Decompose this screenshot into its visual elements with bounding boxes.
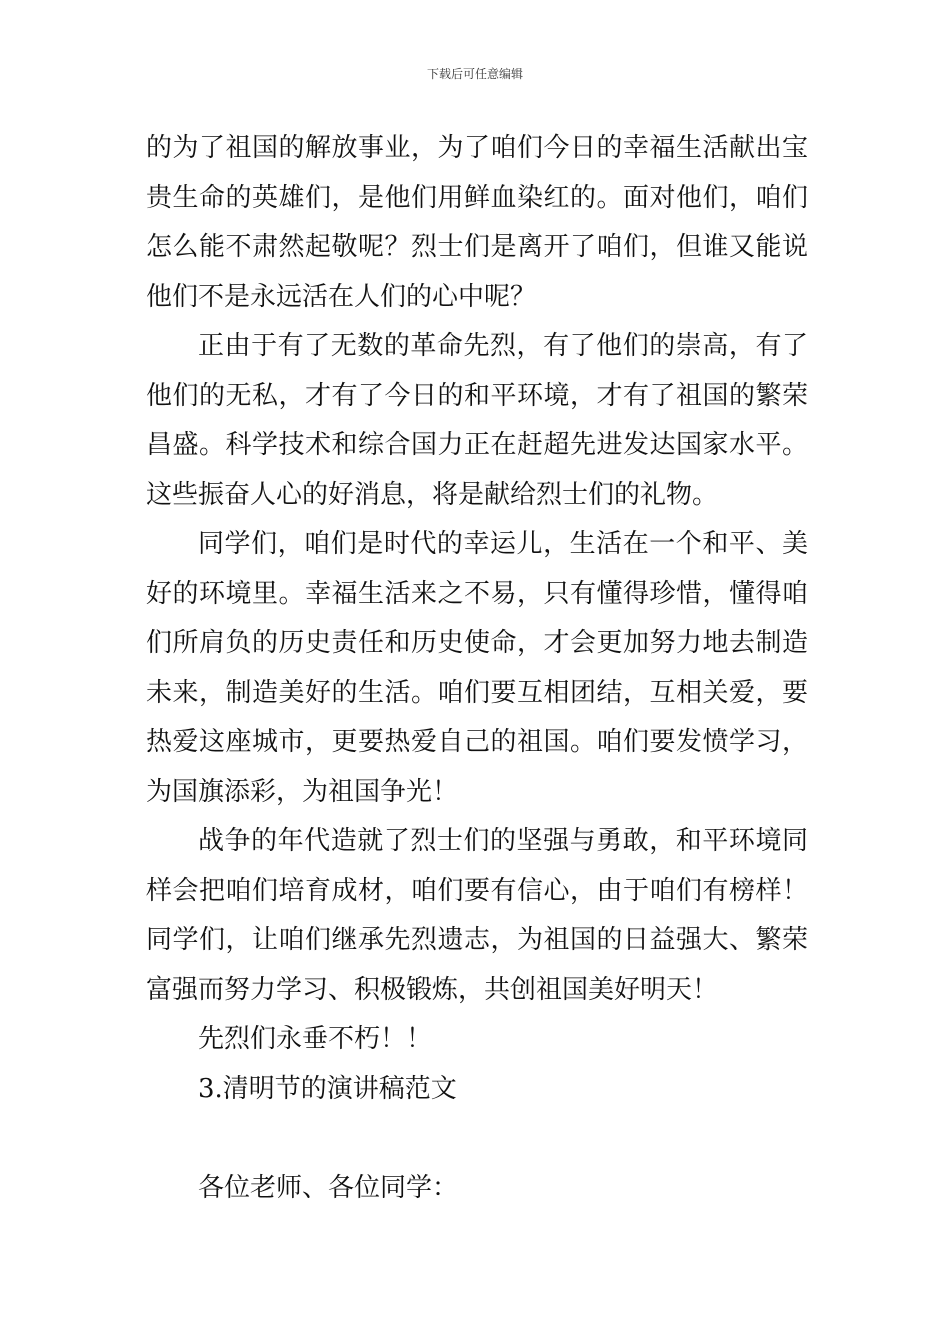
paragraph-continuation: 的为了祖国的解放事业，为了咱们今日的幸福生活献出宝贵生命的英雄们，是他们用鲜血染红的。面对他们，咱们怎么能不肃然起敬呢？烈士们是离开了咱们，但谁又能说他们不是永远活在人们的心中呢？ [146,133,808,312]
paragraph-martyrs-sacrifice: 正由于有了无数的革命先烈，有了他们的崇高，有了他们的无私，才有了今日的和平环境，才有了祖国的繁荣昌盛。科学技术和综合国力正在赶超先进发达国家水平。这些振奋人心的好消息，将是献给烈士们的礼物。 [146,331,808,510]
document-body [146,124,808,1213]
paragraph-students-call: 同学们，咱们是时代的幸运儿，生活在一个和平、美好的环境里。幸福生活来之不易，只有懂得珍惜，懂得咱们所肩负的历史责任和历史使命，才会更加努力地去制造未来，制造美好的生活。咱们要互相团结，互相关爱，要热爱这座城市，更要热爱自己的祖国。咱们要发愤学习，为国旗添彩，为祖国争光！ [146,529,808,807]
paragraph-closing-slogan: 先烈们永垂不朽！！ [198,1024,433,1054]
blank-line [146,1114,808,1164]
paragraph-inherit-will: 战争的年代造就了烈士们的坚强与勇敢，和平环境同样会把咱们培育成材，咱们要有信心，由于咱们有榜样！同学们，让咱们继承先烈遗志，为祖国的日益强大、繁荣富强而努力学习、积极锻炼，共创祖国美好明天！ [146,826,808,1005]
section-heading: 3.清明节的演讲稿范文 [198,1073,457,1104]
salutation: 各位老师、各位同学： [198,1172,459,1203]
page-header: 下载后可任意编辑 [426,67,523,81]
